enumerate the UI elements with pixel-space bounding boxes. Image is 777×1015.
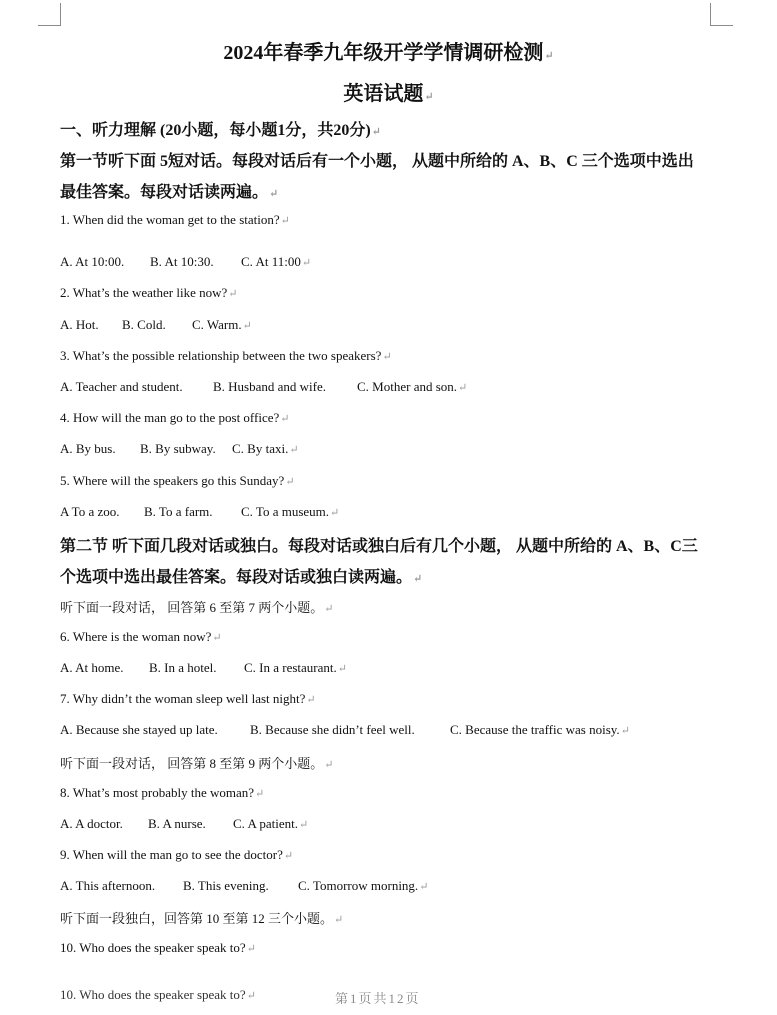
option: B. Because she didn’t feel well. <box>250 722 415 737</box>
question-1-options: A. At 10:00. B. At 10:30. C. At 11:00↵ <box>60 254 312 269</box>
option: C. At 11:00 <box>241 254 301 269</box>
option: A. At 10:00. <box>60 254 125 269</box>
option: A. By bus. <box>60 441 116 456</box>
question-7: 7. Why didn’t the woman sleep well last night?↵ <box>60 691 316 706</box>
option: B. To a farm. <box>144 504 213 519</box>
option: B. At 10:30. <box>150 254 214 269</box>
part1-instruction-line2: 最佳答案。每段对话读两遍。↵ <box>60 184 279 201</box>
question-10: 10. Who does the speaker speak to?↵ <box>60 940 256 955</box>
crop-mark-top-right <box>710 3 733 26</box>
question-8-options: A. A doctor. B. A nurse. C. A patient.↵ <box>60 816 309 831</box>
question-6-options: A. At home. B. In a hotel. C. In a restaurant.↵ <box>60 660 347 675</box>
question-8: 8. What’s most probably the woman?↵ <box>60 785 265 800</box>
group-instruction-2: 听下面一段对话， 回答第 8 至第 9 两个小题。↵ <box>60 756 334 771</box>
option: A. Teacher and student. <box>60 379 183 394</box>
section-heading: 一、听力理解 (20小题，每小题1分，共20分)↵ <box>60 122 381 139</box>
option: B. This evening. <box>183 878 269 893</box>
option: C. Warm. <box>192 317 242 332</box>
part1-instruction-line1: 第一节听下面 5短对话。每段对话后有一个小题， 从题中所给的 A、B、C 三个选项中选出 <box>60 153 694 170</box>
option: C. By taxi. <box>232 441 289 456</box>
question-5-options: A To a zoo. B. To a farm. C. To a museum.↵ <box>60 504 340 519</box>
question-6: 6. Where is the woman now?↵ <box>60 629 222 644</box>
option: B. In a hotel. <box>149 660 217 675</box>
group-instruction-3: 听下面一段独白，回答第 10 至第 12 三个小题。↵ <box>60 911 344 926</box>
option: B. Cold. <box>122 317 166 332</box>
option: A. Because she stayed up late. <box>60 722 218 737</box>
question-4: 4. How will the man go to the post office?↵ <box>60 410 290 425</box>
option: A. At home. <box>60 660 124 675</box>
option: A. Hot. <box>60 317 99 332</box>
page-bottom-cutoff <box>0 984 777 1015</box>
question-9: 9. When will the man go to see the doctor?↵ <box>60 847 294 862</box>
option: B. Husband and wife. <box>213 379 327 394</box>
part2-instruction-line2: 个选项中选出最佳答案。每段对话或独白读两遍。↵ <box>60 569 423 586</box>
option: C. A patient. <box>233 816 298 831</box>
question-4-options: A. By bus. B. By subway. C. By taxi.↵ <box>60 441 299 456</box>
option: A To a zoo. <box>60 504 120 519</box>
page-subtitle: 英语试题↵ <box>343 83 434 105</box>
page-footer: 第1页共12页 <box>335 991 421 1006</box>
question-5: 5. Where will the speakers go this Sunday?↵ <box>60 473 295 488</box>
question-7-options: A. Because she stayed up late. B. Because she didn’t feel well. C. Because the traffic was noisy.↵ <box>60 722 630 737</box>
option: B. By subway. <box>140 441 216 456</box>
question-2-options: A. Hot. B. Cold. C. Warm.↵ <box>60 317 252 332</box>
crop-mark-top-left <box>38 3 61 26</box>
question-9-options: A. This afternoon. B. This evening. C. Tomorrow morning.↵ <box>60 878 429 893</box>
group-instruction-1: 听下面一段对话， 回答第 6 至第 7 两个小题。↵ <box>60 600 334 615</box>
option: C. In a restaurant. <box>244 660 337 675</box>
option: C. Tomorrow morning. <box>298 878 419 893</box>
question-3-options: A. Teacher and student. B. Husband and wife. C. Mother and son.↵ <box>60 379 468 394</box>
option: C. Because the traffic was noisy. <box>450 722 620 737</box>
question-3: 3. What’s the possible relationship between the two speakers?↵ <box>60 348 392 363</box>
option: A. A doctor. <box>60 816 123 831</box>
option: C. Mother and son. <box>357 379 458 394</box>
option: C. To a museum. <box>241 504 330 519</box>
question-2: 2. What’s the weather like now?↵ <box>60 285 238 300</box>
part2-instruction-line1: 第二节 听下面几段对话或独白。每段对话或独白后有几个小题， 从题中所给的 A、B、C三 <box>60 538 698 555</box>
option: A. This afternoon. <box>60 878 156 893</box>
option: B. A nurse. <box>148 816 206 831</box>
question-10-repeat: 10. Who does the speaker speak to?↵ <box>60 987 256 1002</box>
question-1: 1. When did the woman get to the station?↵ <box>60 212 290 227</box>
page-title: 2024年春季九年级开学学情调研检测↵ <box>223 42 554 64</box>
